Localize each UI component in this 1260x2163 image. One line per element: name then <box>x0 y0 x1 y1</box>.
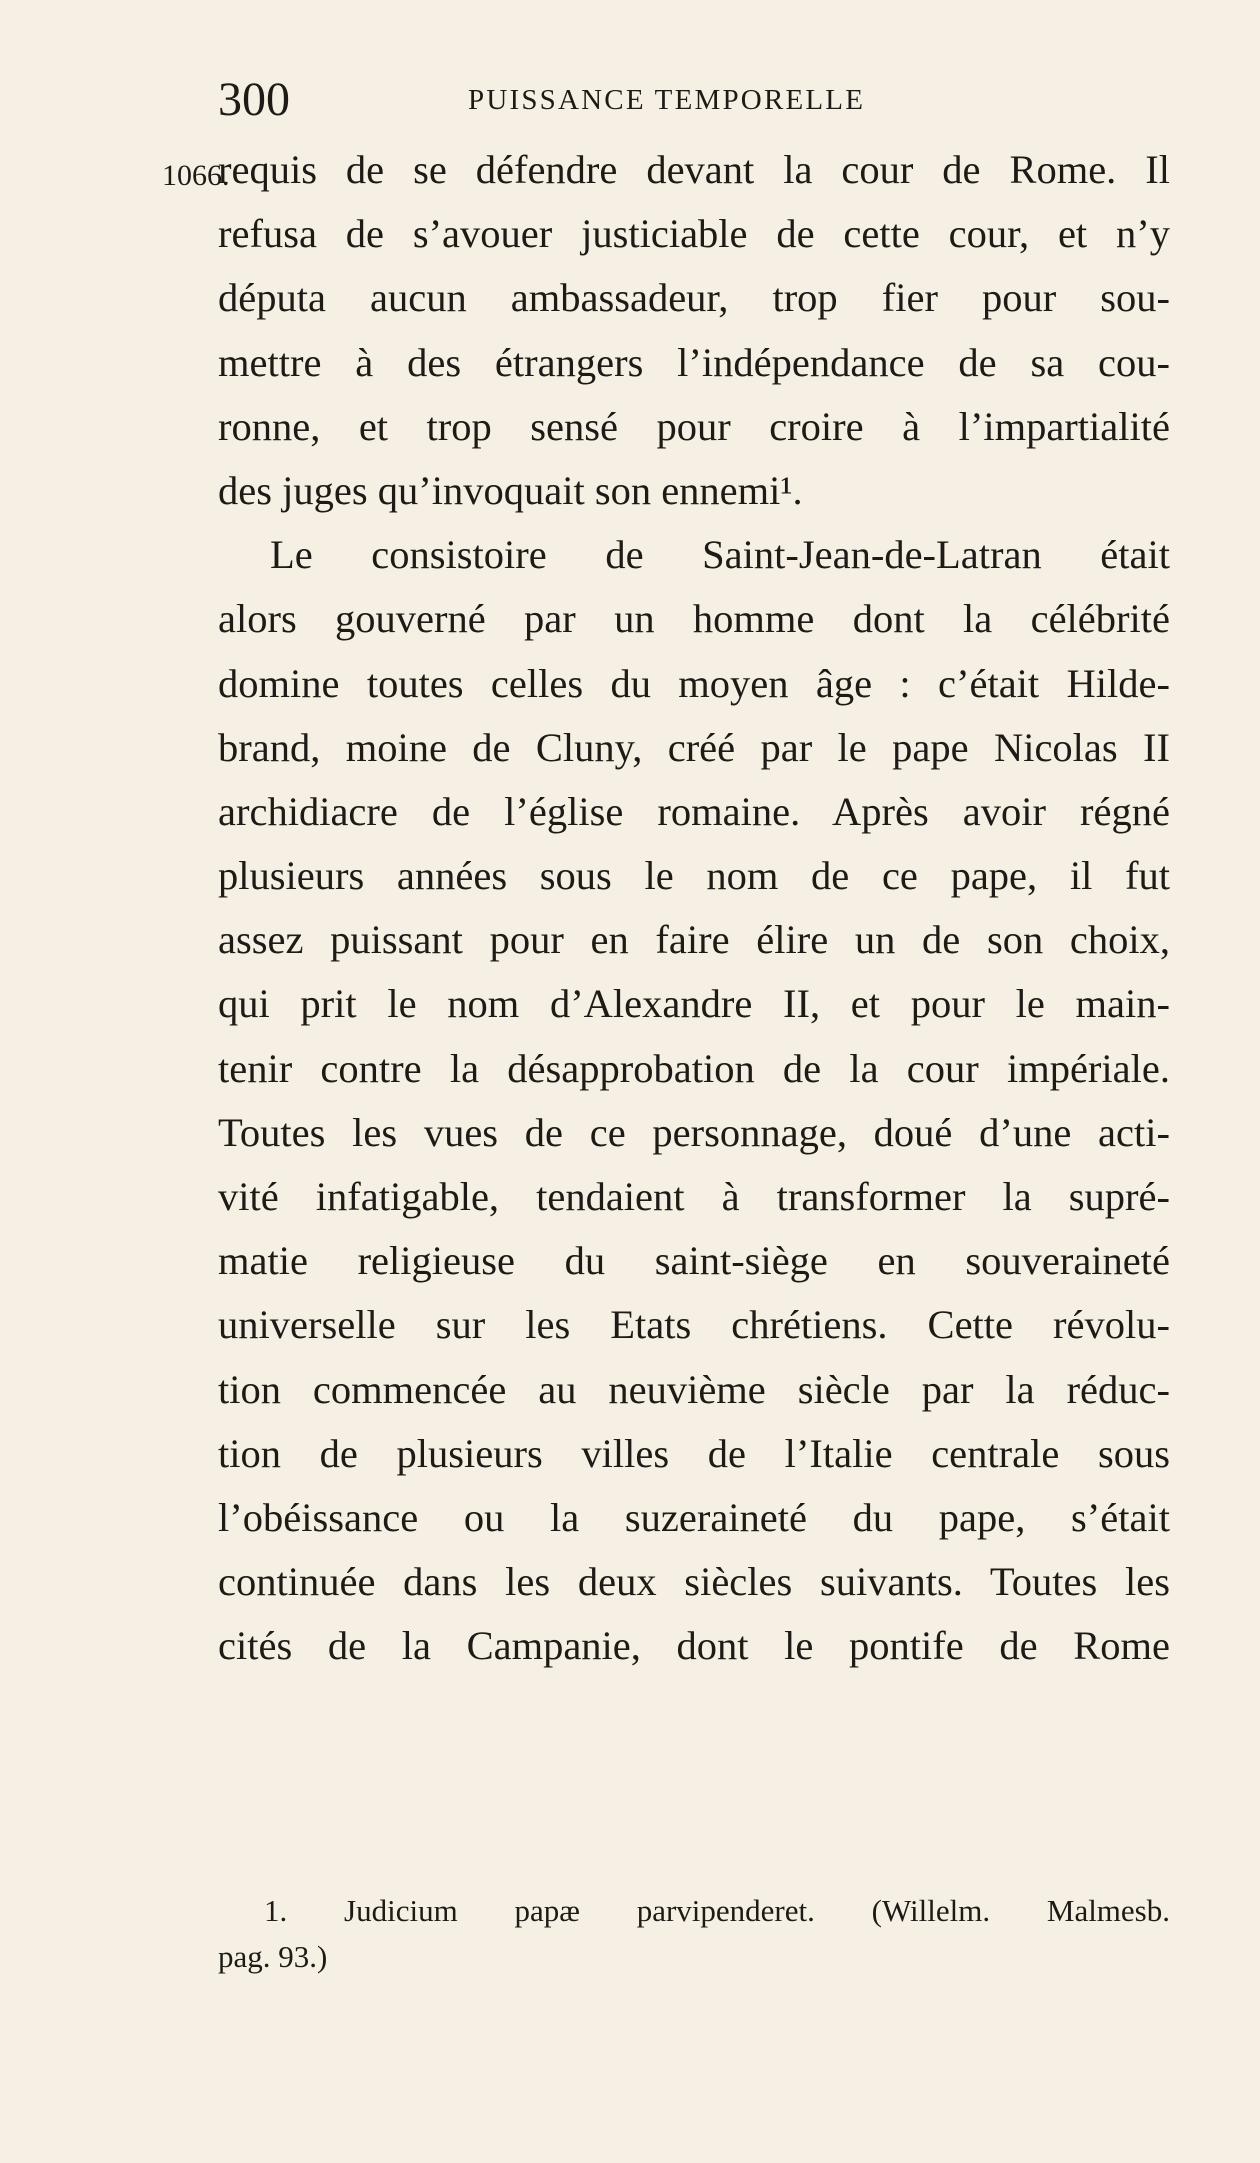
footnote-line: pag. 93.) <box>218 1939 328 1974</box>
text-line: cités de la Campanie, dont le pontife de Rome <box>218 1623 1170 1669</box>
text-line: ronne, et trop sensé pour croire à l’impartialité <box>218 403 1170 449</box>
text-line: Toutes les vues de ce personnage, doué d’une acti- <box>218 1109 1170 1155</box>
text-line: Le consistoire de Saint-Jean-de-Latran était <box>270 532 1170 578</box>
running-head <box>218 70 944 130</box>
text-line: mettre à des étrangers l’indépendance de sa cou- <box>218 339 1170 385</box>
page-number: 300 <box>218 73 290 126</box>
text-line: plusieurs années sous le nom de ce pape, il fut <box>218 853 1170 899</box>
text-line: requis de se défendre devant la cour de Rome. Il <box>218 147 1170 192</box>
text-line: archidiacre de l’église romaine. Après avoir régné <box>218 788 1170 834</box>
text-line: refusa de s’avouer justiciable de cette cour, et n’y <box>218 211 1170 257</box>
text-line: alors gouverné par un homme dont la célébrité <box>218 596 1170 642</box>
running-title: PUISSANCE TEMPORELLE <box>468 84 866 116</box>
text-line: des juges qu’invoquait son ennemi¹. <box>218 467 803 513</box>
text-line: l’obéissance ou la suzeraineté du pape, s’était <box>218 1494 1170 1540</box>
text-line: tion de plusieurs villes de l’Italie centrale sous <box>218 1430 1170 1476</box>
text-line: députa aucun ambassadeur, trop fier pour sou- <box>218 275 1170 321</box>
text-line: tion commencée au neuvième siècle par la réduc- <box>218 1366 1170 1412</box>
text-line: qui prit le nom d’Alexandre II, et pour le main- <box>218 981 1170 1027</box>
text-line: matie religieuse du saint-siège en souveraineté <box>218 1238 1170 1284</box>
text-line: vité infatigable, tendaient à transformer la supré- <box>218 1174 1170 1219</box>
text-line: assez puissant pour en faire élire un de son choix, <box>218 917 1170 963</box>
footnote-line: 1. Judicium papæ parvipenderet. (Willelm. Malmesb. <box>264 1893 1170 1928</box>
text-line: brand, moine de Cluny, créé par le pape Nicolas II <box>218 724 1170 770</box>
text-line: tenir contre la désapprobation de la cour impériale. <box>218 1045 1170 1091</box>
text-line: universelle sur les Etats chrétiens. Cette révolu- <box>218 1302 1170 1348</box>
footnote <box>218 1888 1170 1980</box>
text-line: continuée dans les deux siècles suivants. Toutes les <box>218 1559 1170 1605</box>
body-text <box>218 138 1170 1679</box>
text-line: domine toutes celles du moyen âge : c’était Hilde- <box>218 660 1170 706</box>
margin-date: 1066. <box>162 159 230 192</box>
